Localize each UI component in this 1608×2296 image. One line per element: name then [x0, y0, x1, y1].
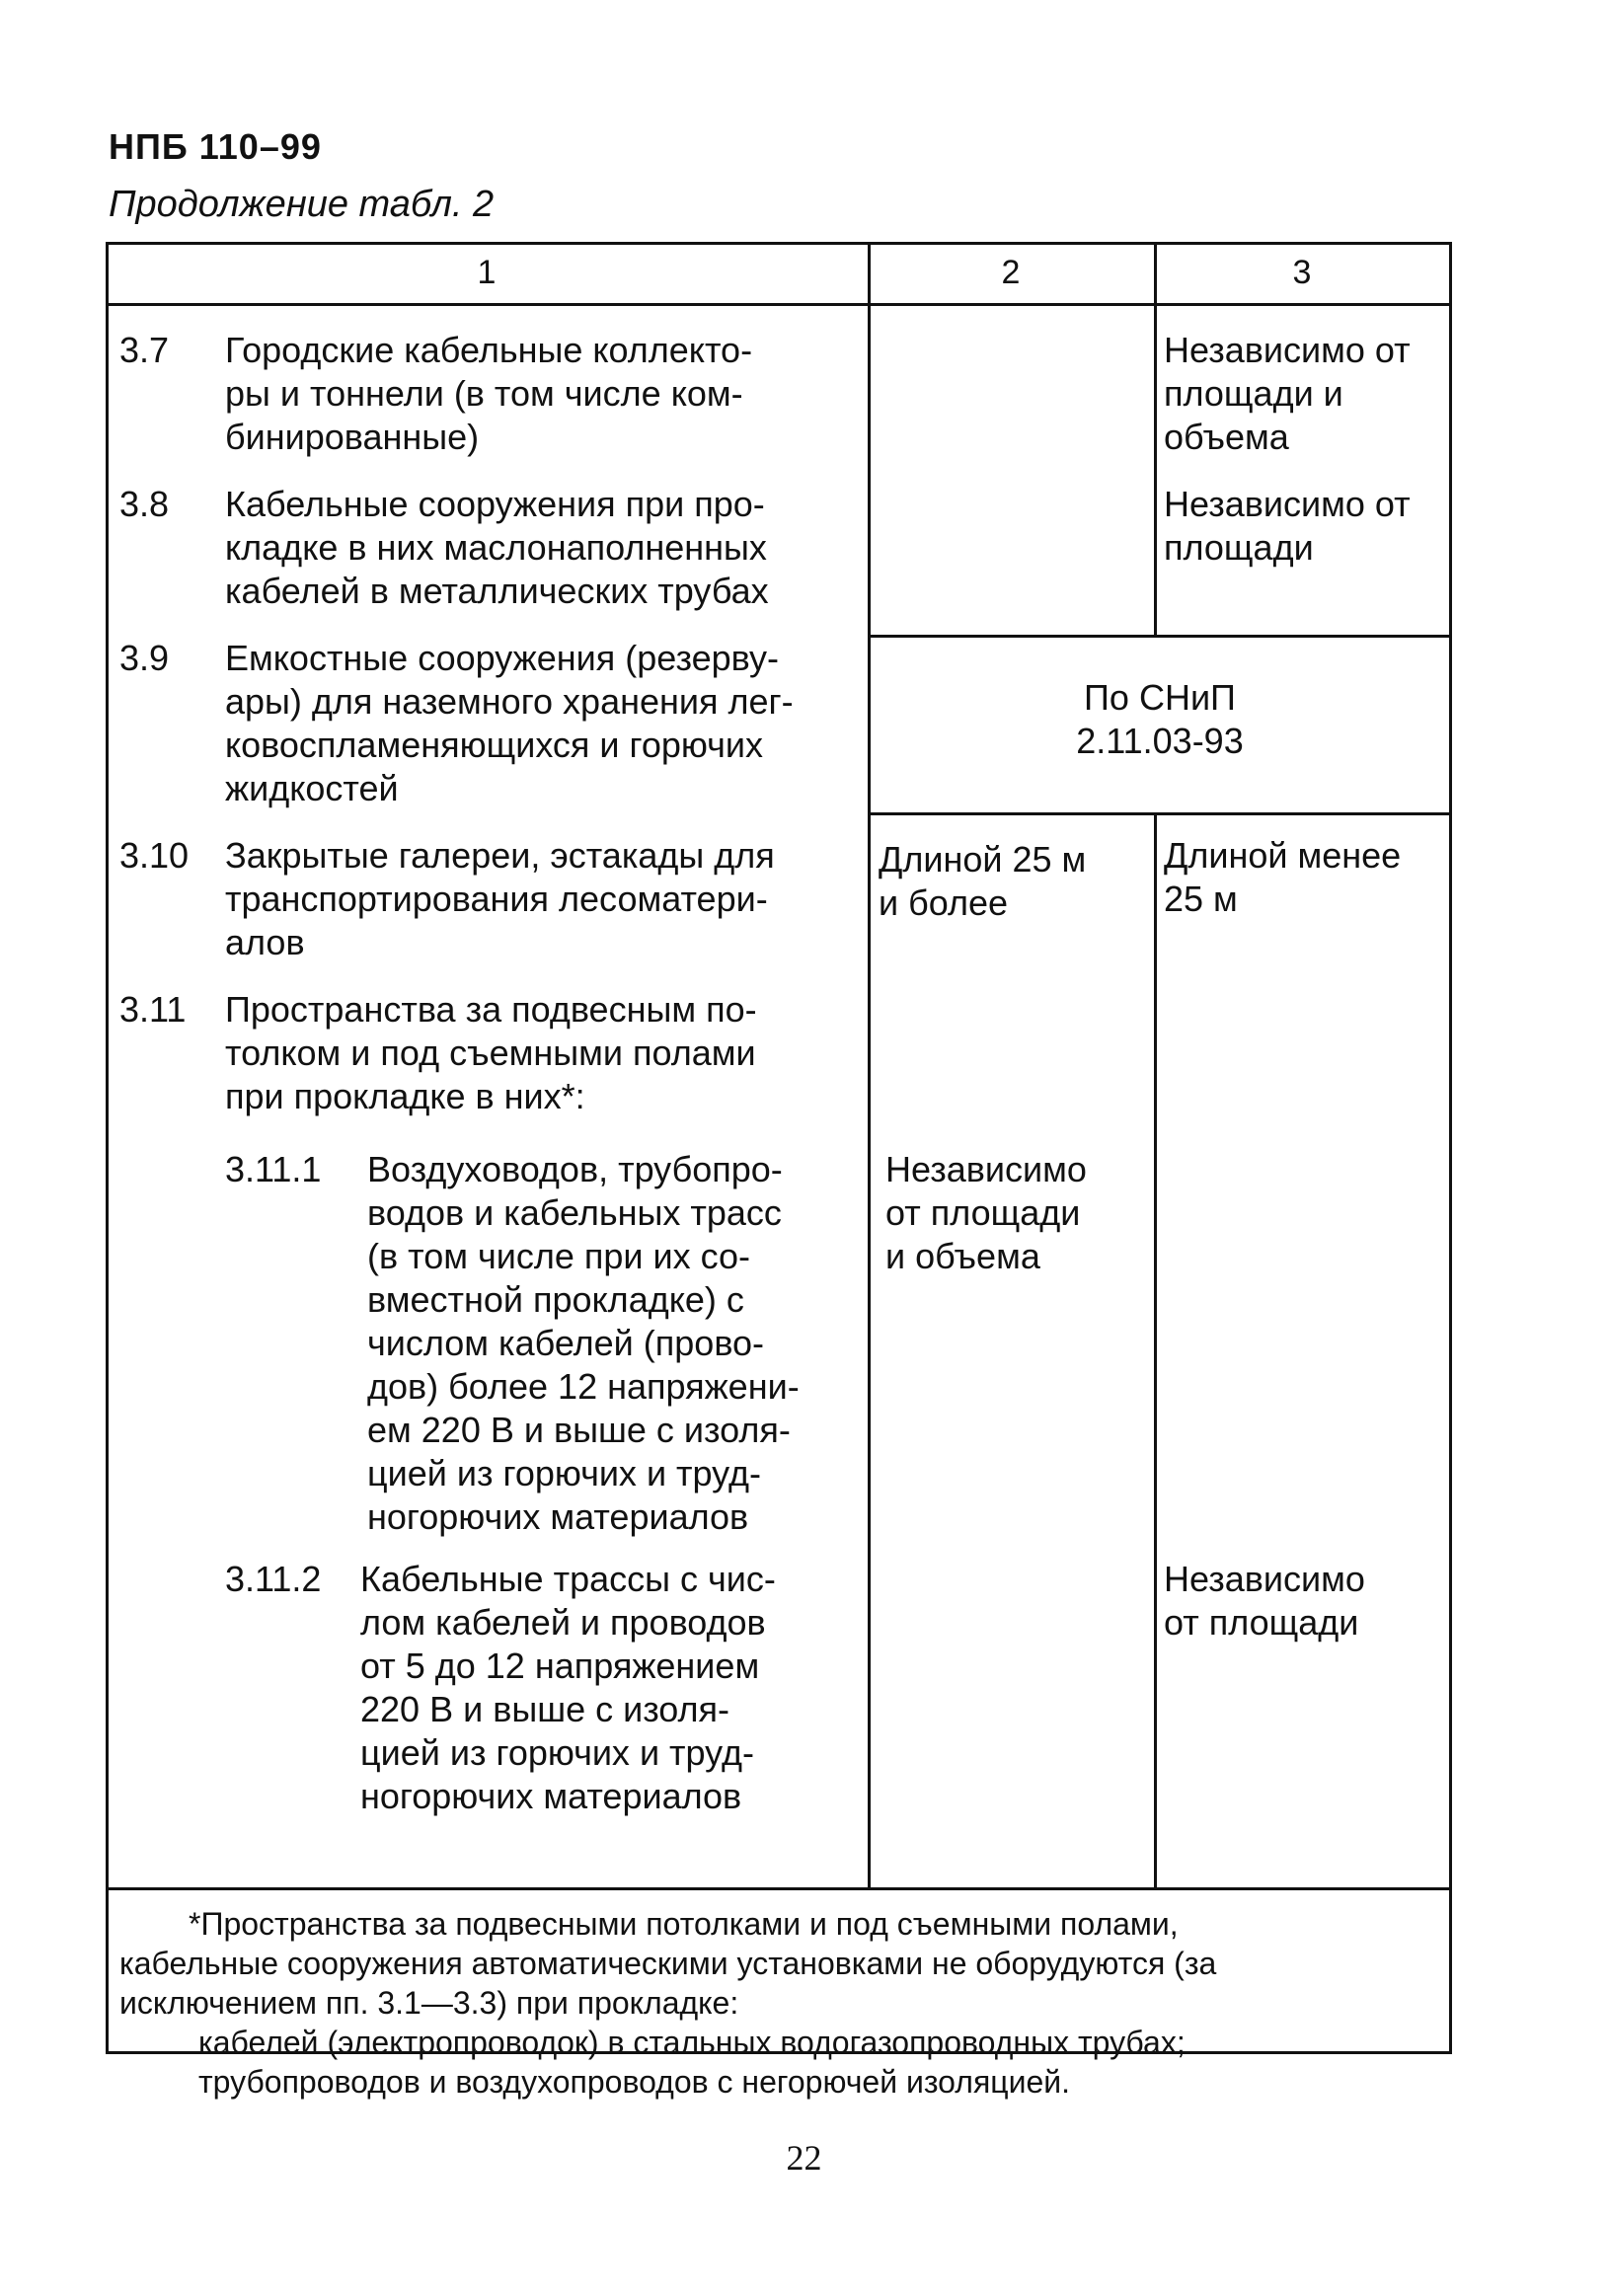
row-text-line: Кабельные сооружения при про-: [225, 484, 765, 524]
footnote-line: *Пространства за подвесными потолками и под съемными полами,: [189, 1906, 1179, 1942]
merged-cell-top: [868, 635, 1452, 638]
merged-cell-text: По СНиП: [1084, 677, 1236, 718]
table-border-top: [106, 242, 1452, 245]
table-border-right: [1449, 242, 1452, 2054]
row-text-line: бинированные): [225, 417, 480, 457]
row-text-line: кабелей в металлических трубах: [225, 571, 769, 611]
table: [106, 242, 1452, 2100]
row-number: 3.9: [119, 638, 170, 678]
document-code: НПБ 110–99: [109, 126, 322, 167]
row-number: 3.7: [119, 330, 170, 370]
column-divider-2: [1154, 242, 1157, 637]
row-text-line: Городские кабельные коллекто-: [225, 330, 753, 370]
row-text-line: водов и кабельных трасс: [367, 1192, 782, 1233]
header-divider: [106, 303, 1452, 306]
row-text-line: ковоспламеняющихся и горючих: [225, 725, 763, 765]
cell-text-line: Независимо: [1164, 1559, 1365, 1599]
row-text-line: ногорючих материалов: [360, 1776, 742, 1816]
row-text-line: при прокладке в них*:: [225, 1076, 585, 1116]
row-text-line: алов: [225, 922, 305, 962]
footnote-line: трубопроводов и воздухопроводов с негорючей изоляцией.: [198, 2064, 1071, 2100]
row-number: 3.11.1: [225, 1149, 322, 1189]
column-header-2: 2: [1001, 254, 1021, 291]
page-number: 22: [786, 2138, 822, 2178]
table-border-left: [106, 242, 109, 2054]
cell-text-line: и более: [879, 882, 1009, 923]
row-text-line: от 5 до 12 напряжением: [360, 1645, 760, 1686]
footnote-divider: [106, 1887, 1452, 1890]
column-header-3: 3: [1292, 254, 1312, 291]
column-header-1: 1: [477, 254, 497, 291]
cell-text-line: Независимо от: [1164, 484, 1411, 524]
row-text-line: Кабельные трассы с чис-: [360, 1559, 776, 1599]
cell-text-line: от площади: [885, 1192, 1081, 1233]
row-text-line: кладке в них маслонаполненных: [225, 527, 767, 568]
row-text-line: цией из горючих и труд-: [367, 1453, 761, 1493]
row-text-line: Пространства за подвесным по-: [225, 989, 757, 1030]
row-text-line: ем 220 В и выше с изоля-: [367, 1410, 791, 1450]
row-text-line: Воздуховодов, трубопро-: [367, 1149, 783, 1189]
cell-text-line: Независимо от: [1164, 330, 1411, 370]
column-divider-1: [868, 303, 871, 1889]
footnote-line: исключением пп. 3.1—3.3) при прокладке:: [119, 1985, 739, 2021]
cell-text-line: 25 м: [1164, 879, 1238, 919]
row-text-line: (в том числе при их со-: [367, 1236, 751, 1276]
row-text-line: транспортирования лесоматери-: [225, 879, 768, 919]
row-text-line: дов) более 12 напряжени-: [367, 1366, 800, 1407]
cell-text-line: Длиной 25 м: [879, 839, 1087, 880]
cell-text-line: и объема: [885, 1236, 1040, 1276]
row-text-line: Закрытые галереи, эстакады для: [225, 835, 775, 876]
row-text-line: числом кабелей (прово-: [367, 1323, 765, 1363]
row-text-line: ры и тоннели (в том числе ком-: [225, 373, 743, 414]
column-divider-2-lower: [1154, 814, 1157, 1889]
cell-text-line: площади: [1164, 527, 1314, 568]
cell-text-line: Независимо: [885, 1149, 1087, 1189]
row-number: 3.11.2: [225, 1559, 322, 1599]
row-text-line: Емкостные сооружения (резерву-: [225, 638, 779, 678]
row-text-line: ары) для наземного хранения лег-: [225, 681, 794, 722]
merged-cell-bottom: [868, 812, 1452, 815]
table-caption: Продолжение табл. 2: [109, 184, 495, 225]
row-text-line: лом кабелей и проводов: [360, 1602, 766, 1643]
cell-text-line: Длиной менее: [1164, 835, 1402, 876]
row-number: 3.11: [119, 989, 187, 1030]
merged-cell-text: 2.11.03-93: [1076, 721, 1244, 761]
row-text-line: цией из горючих и труд-: [360, 1732, 754, 1773]
cell-text-line: площади и: [1164, 373, 1343, 414]
footnote-line: кабелей (электропроводок) в стальных водогазопроводных трубах;: [198, 2025, 1186, 2060]
row-text-line: 220 В и выше с изоля-: [360, 1689, 730, 1729]
cell-text-line: объема: [1164, 417, 1289, 457]
row-number: 3.8: [119, 484, 170, 524]
row-text-line: жидкостей: [225, 768, 399, 808]
footnote-line: кабельные сооружения автоматическими установками не оборудуются (за: [119, 1946, 1217, 1981]
row-text-line: толком и под съемными полами: [225, 1033, 756, 1073]
row-number: 3.10: [119, 835, 190, 876]
row-text-line: вместной прокладке) с: [367, 1279, 744, 1320]
cell-text-line: от площади: [1164, 1602, 1359, 1643]
row-text-line: ногорючих материалов: [367, 1496, 749, 1537]
